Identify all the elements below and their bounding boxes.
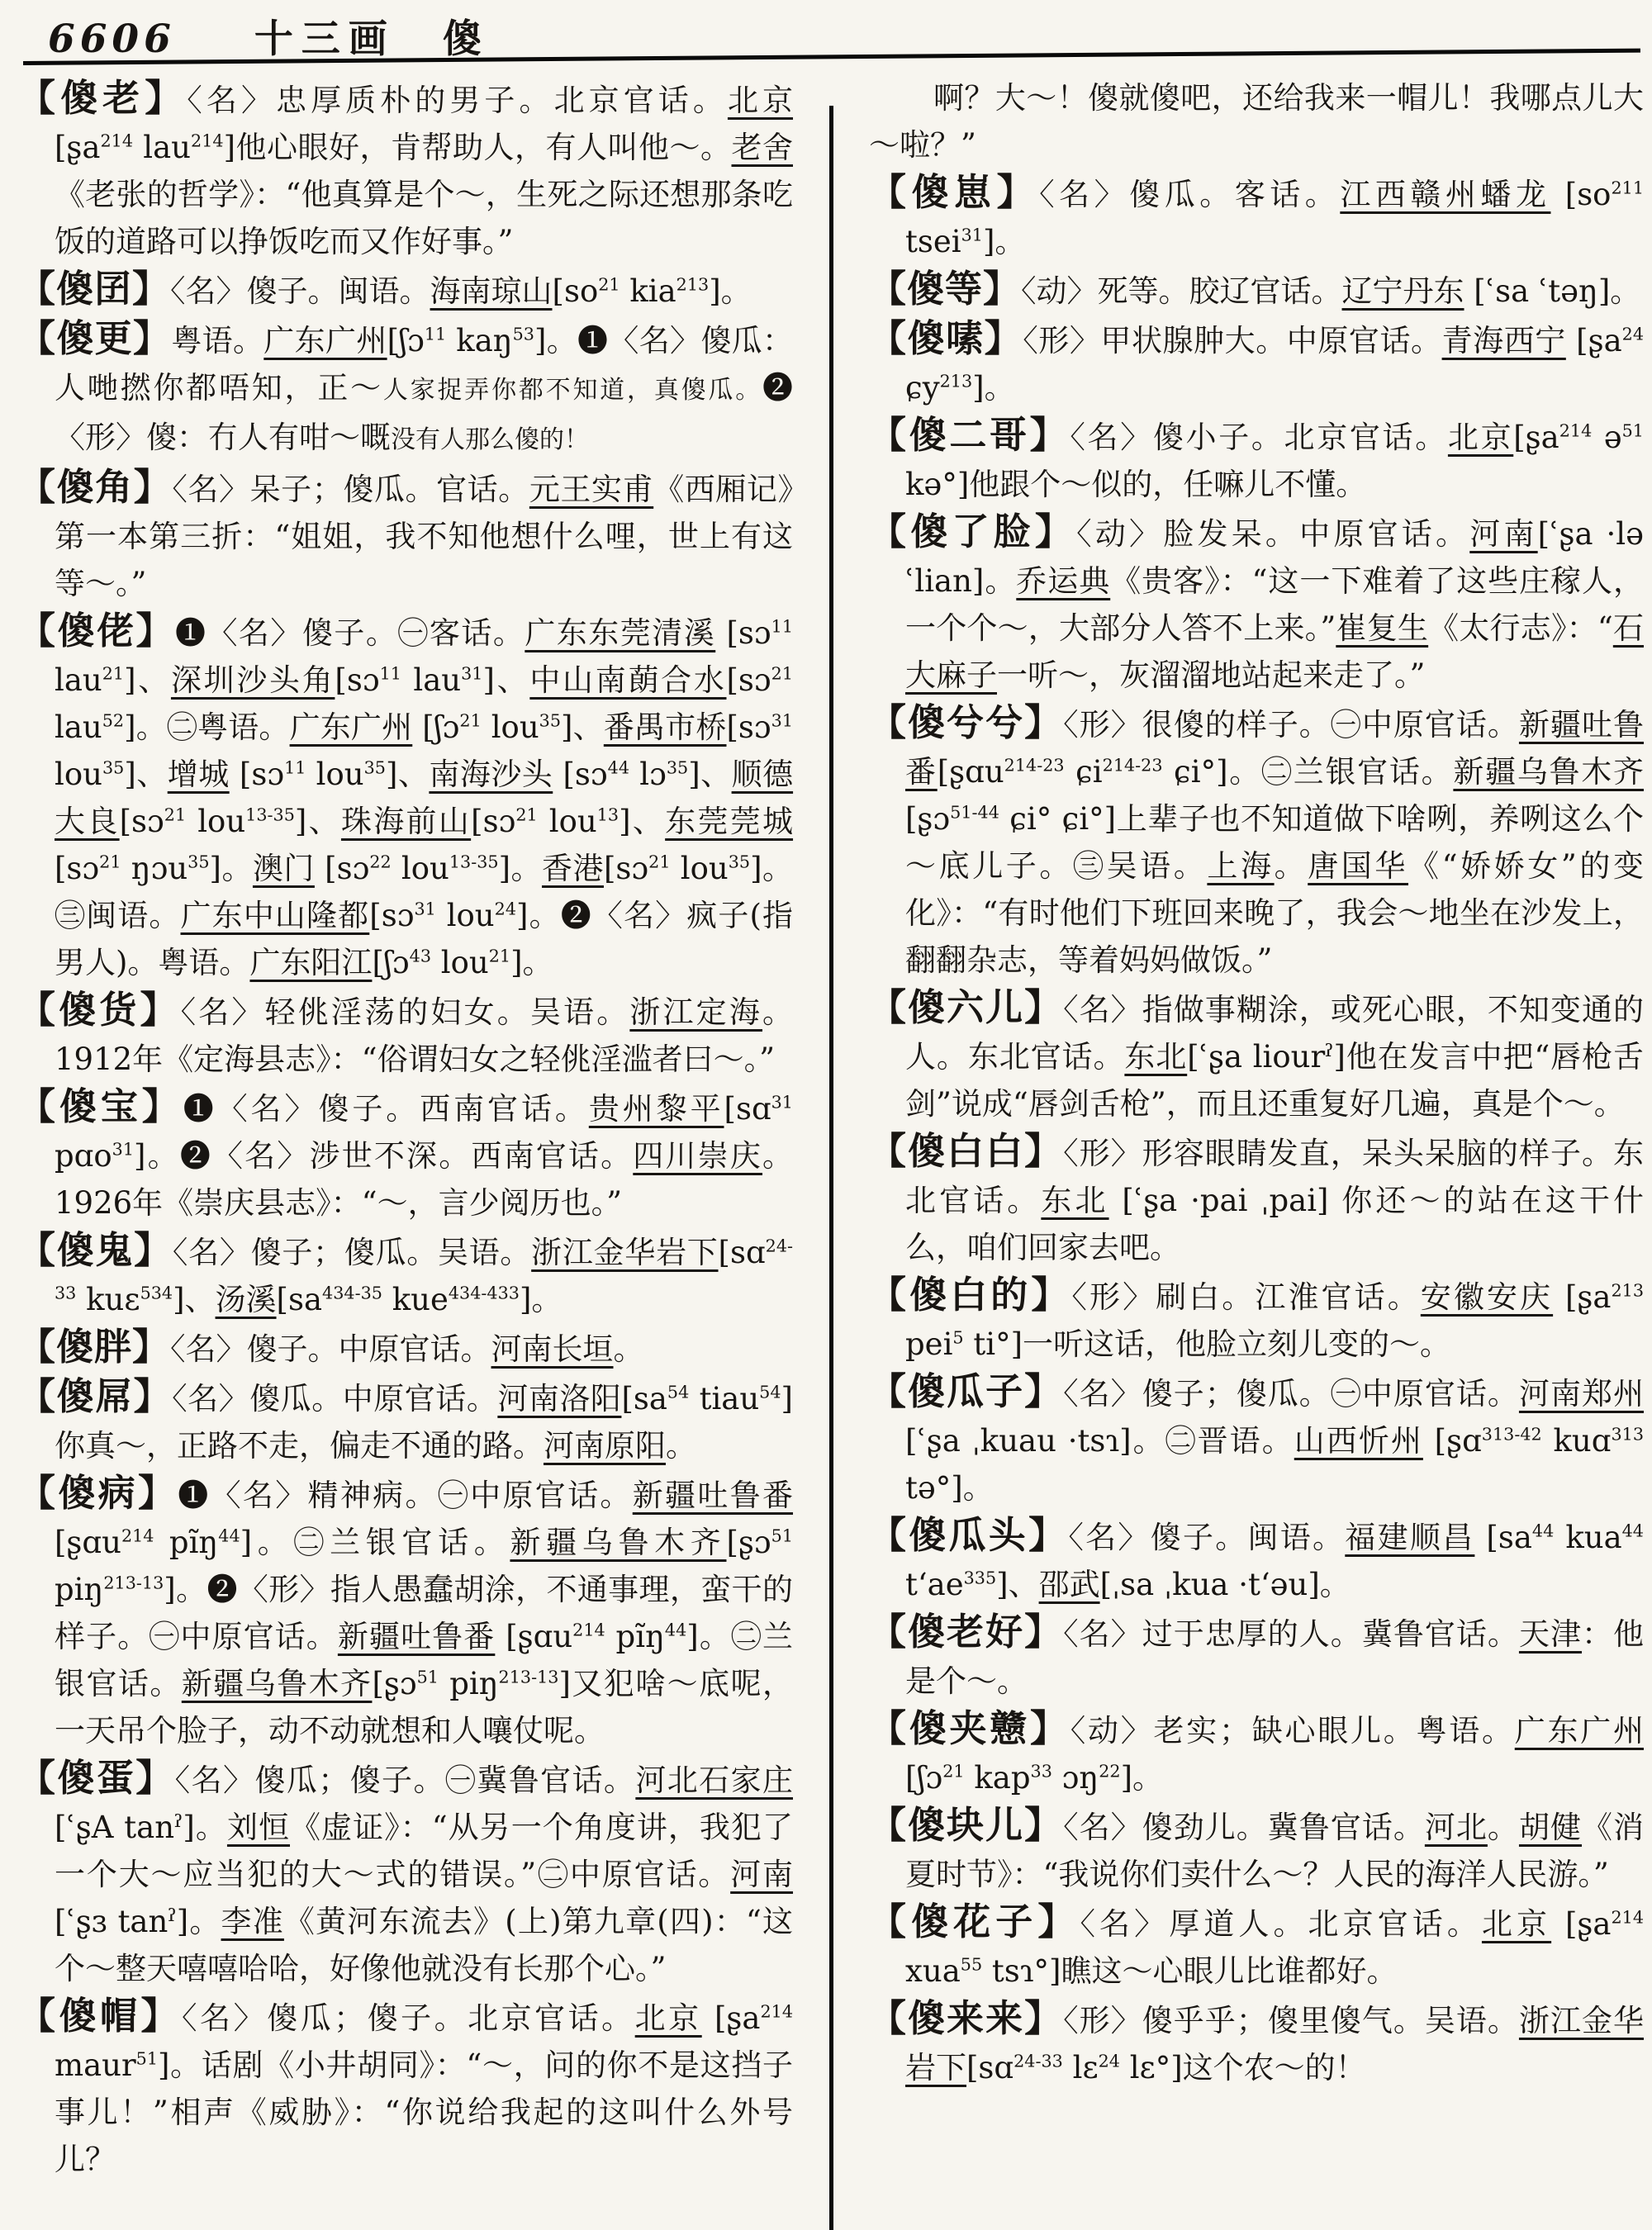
- tone-superscript: 21: [771, 663, 794, 684]
- tone-superscript: 22: [369, 852, 392, 872]
- proper-noun-underline: 四川崇庆: [633, 1138, 763, 1174]
- headword: 【傻病】: [18, 1471, 178, 1515]
- tone-superscript: 214-23: [1102, 755, 1163, 776]
- tone-superscript: 214: [760, 2001, 794, 2022]
- headword: 【傻屌】: [18, 1374, 173, 1418]
- headword: 【傻崽】: [869, 170, 1040, 214]
- dictionary-entry-傻六儿: 【傻六儿】〈名〉指做事糊涂，或死心眼，不知变通的人。东北官话。东北[ʿʂa liourˀ]他在发言中把“唇枪舌剑”说成“唇剑舌枪”，而且还重复好几遍，真是个～。: [869, 985, 1645, 1122]
- tone-superscript: 214: [191, 130, 224, 151]
- proper-noun-underline: 辽宁丹东: [1341, 273, 1464, 309]
- dictionary-entry-傻花子: 【傻花子】〈名〉厚道人。北京官话。北京 [ʂa$^{214}$ xua$^{55}$ tsɿ°]瞧这～心眼儿比谁都好。: [869, 1900, 1644, 1989]
- headword: 【傻更】: [18, 316, 172, 360]
- tone-superscript: 35: [539, 710, 562, 731]
- tone-superscript: 44: [1531, 1521, 1555, 1541]
- tone-superscript: 35: [728, 852, 751, 872]
- dictionary-entry-傻块儿: 【傻块儿】〈名〉傻劲儿。冀鲁官话。河北。胡健《消夏时节》：“我说你们卖什么～？人民的海洋人民游。”: [869, 1803, 1645, 1892]
- tone-superscript: 44: [607, 757, 630, 778]
- dictionary-entry-傻白的: 【傻白的】〈形〉刷白。江淮官话。安徽安庆 [ʂa$^{213}$ pei$^5$ ti°]一听这话，他脸立刻儿变的～。: [869, 1273, 1644, 1362]
- tone-superscript: 21: [102, 663, 125, 684]
- tone-superscript: 21: [515, 804, 538, 825]
- tone-superscript: 55: [960, 1954, 983, 1975]
- tone-superscript: 21: [488, 946, 511, 966]
- tone-superscript: 51: [1621, 420, 1644, 441]
- page-number: 6606: [48, 17, 176, 62]
- proper-noun-underline: 澳门: [252, 851, 315, 886]
- tone-superscript: 31: [961, 225, 983, 245]
- proper-noun-underline: 新疆吐鲁番: [337, 1619, 496, 1654]
- proper-noun-underline: 汤溪: [215, 1282, 277, 1317]
- tone-superscript: 313-42: [1481, 1424, 1542, 1445]
- tone-superscript: 11: [771, 616, 794, 637]
- proper-noun-underline: 广东广州: [1514, 1713, 1644, 1748]
- dictionary-entry-傻蛋: 【傻蛋】〈名〉傻瓜；傻子。㊀冀鲁官话。河北石家庄[ʿʂA tanˀ]。刘恒《虚证》：“从另一个角度讲，我犯了一个大～应当犯的大～式的错误。”㊁中原官话。河南[ʿʂɜ tanˀ]。李准《黄河东流去》(上)第九章(四)：“这个～整天嘻嘻哈哈，好像他就没有长那个心。”: [18, 1756, 794, 1986]
- proper-noun-underline: 南海沙头: [429, 757, 553, 792]
- proper-noun-underline: 东北: [1041, 1183, 1109, 1218]
- tone-superscript: 35: [666, 757, 689, 778]
- tone-superscript: 24: [1621, 324, 1645, 344]
- tone-superscript: 33: [1030, 1761, 1052, 1782]
- tone-superscript: 213: [676, 274, 710, 295]
- proper-noun-underline: 贵州黎平: [588, 1091, 724, 1127]
- proper-noun-underline: 河南长垣: [491, 1331, 614, 1367]
- tone-superscript: 21: [164, 804, 187, 825]
- proper-noun-underline: 乔运典: [1016, 563, 1111, 599]
- proper-noun-underline: 河北: [1424, 1810, 1488, 1845]
- tone-superscript: 53: [512, 324, 534, 344]
- tone-superscript: 31: [461, 663, 483, 684]
- proper-noun-underline: 山西忻州: [1294, 1423, 1423, 1459]
- proper-noun-underline: 广东东莞清溪: [525, 615, 716, 651]
- headword: 【傻了脸】: [869, 510, 1077, 553]
- proper-noun-underline: 李准: [221, 1904, 284, 1939]
- proper-noun-underline: 广东广州: [289, 709, 413, 745]
- proper-noun-underline: 河南: [730, 1857, 794, 1892]
- tone-superscript: 22: [1099, 1761, 1121, 1782]
- tone-superscript: 335: [963, 1568, 997, 1588]
- dictionary-entry-傻二哥: 【傻二哥】〈名〉傻小子。北京官话。北京[ʂa$^{214}$ ə$^{51}$ kə°]他跟个～似的，任嘛儿不懂。: [869, 413, 1644, 502]
- headword: 【傻块儿】: [869, 1803, 1064, 1847]
- headword: 【傻六儿】: [869, 985, 1064, 1029]
- proper-noun-underline: 顺德大良: [55, 757, 794, 839]
- proper-noun-underline: 广东广州: [263, 323, 387, 358]
- proper-noun-underline: 河南郑州: [1518, 1376, 1645, 1412]
- proper-noun-underline: 北京: [634, 2000, 702, 2036]
- tone-superscript: 21: [459, 710, 482, 731]
- proper-noun-underline: 新疆乌鲁木齐: [510, 1525, 727, 1560]
- headword: 【傻货】: [18, 988, 181, 1032]
- tone-superscript: 43: [409, 946, 432, 966]
- headword: 【傻老】: [18, 76, 188, 120]
- headword: 【傻白白】: [869, 1129, 1064, 1173]
- dictionary-entry-傻屌: 【傻屌】〈名〉傻瓜。中原官话。河南洛阳[$sa^{54}$ tiau$^{54}$]你真～，正路不走，偏走不通的路。河南原阳。: [18, 1374, 793, 1464]
- tone-superscript: 35: [188, 852, 210, 872]
- proper-noun-underline: 安徽安庆: [1420, 1279, 1554, 1315]
- headword: 【傻白的】: [869, 1273, 1072, 1317]
- entry-continuation: 啊？大～！傻就傻吧，还给我来一帽儿！我哪点儿大～啦？”: [869, 80, 1644, 163]
- left-column: [18, 74, 793, 2183]
- proper-noun-underline: 深圳沙头角: [170, 662, 335, 698]
- headword: 【傻蛋】: [18, 1756, 175, 1800]
- headword: 【傻老好】: [869, 1610, 1064, 1654]
- tone-superscript: 214-23: [1004, 755, 1065, 776]
- tone-superscript: 213-13: [498, 1667, 559, 1687]
- tone-superscript: 13: [596, 804, 620, 825]
- headword: 【傻佬】: [18, 609, 175, 652]
- tone-superscript: 434-433: [448, 1283, 520, 1303]
- tone-superscript: 21: [942, 1761, 965, 1782]
- tone-superscript: 21: [598, 274, 620, 295]
- proper-noun-underline: 珠海前山: [340, 804, 472, 839]
- proper-noun-underline: 新疆吐鲁番: [632, 1478, 794, 1513]
- headword: 【傻瓜子】: [869, 1369, 1064, 1413]
- tone-superscript: 211: [1611, 178, 1644, 198]
- proper-noun-underline: 东莞莞城: [665, 804, 794, 839]
- proper-noun-underline: 香港: [542, 851, 604, 886]
- tone-superscript: 54: [759, 1382, 781, 1402]
- proper-noun-underline: 海南琼山: [430, 273, 553, 309]
- headword: 【傻来来】: [869, 1996, 1064, 2040]
- proper-noun-underline: 石大麻子: [905, 610, 1645, 693]
- tone-superscript: 214: [100, 130, 134, 151]
- tone-superscript: 52: [102, 710, 125, 731]
- headword: 【傻宝】: [18, 1084, 183, 1128]
- dictionary-entry-傻兮兮: 【傻兮兮】〈形〉很傻的样子。㊀中原官话。新疆吐鲁番[ʂɑu$^{214-23}$ ɕi$^{214-23}$ ɕi°]。㊁兰银官话。新疆乌鲁木齐[ʂɔ$^{51-44}$ ɕi° ɕi°]上辈子也不知道做下啥咧，养咧这么个～底儿子。㊂吴语。上海。唐国华《“娇娇女”的变化》：“有时他们下班回来晚了，我会～地坐在沙发上，翻翻杂志，等着妈妈做饭。”: [869, 700, 1645, 978]
- page-header: [48, 8, 490, 64]
- proper-noun-underline: 河南: [1469, 516, 1538, 552]
- proper-noun-underline: 元王实甫: [529, 472, 654, 507]
- dictionary-entry-傻老: 【傻老】〈名〉忠厚质朴的男子。北京官话。北京 [ʂa$^{214}$ lau$^{214}$]他心眼好，肯帮助人，有人叫他～。老舍《老张的哲学》：“他真算是个～，生死之际还想那条吃饭的道路可以挣饭吃而又作好事。”: [18, 76, 794, 259]
- dictionary-entry-傻夹戆: 【傻夹戆】〈动〉老实；缺心眼儿。粤语。广东广州 [ʃɔ$^{21}$ kap$^{33}$ ɔŋ$^{22}$]。: [869, 1706, 1644, 1796]
- tone-superscript: 24-33: [55, 1236, 794, 1303]
- tone-superscript: 44: [1621, 1521, 1644, 1541]
- dictionary-entry-傻帽: 【傻帽】〈名〉傻瓜；傻子。北京官话。北京 [ʂa$^{214}$ maur$^{51}$]。话剧《小井胡同》：“～，问的你不是这挡子事儿！”相声《威胁》：“你说给我起的这叫什么外号儿？: [18, 1994, 794, 2177]
- dictionary-entry-傻更: 【傻更】粤语。广东广州[ʃɔ$^{11}$ kaŋ$^{53}$]。❶〈名〉傻瓜：人哋撚你都唔知，正～人家捉弄你都不知道，真傻瓜。❷〈形〉傻：冇人有咁～嘅没有人那么傻的！: [18, 316, 794, 455]
- proper-noun-underline: 新疆乌鲁木齐: [181, 1666, 373, 1701]
- dictionary-entry-傻白白: 【傻白白】〈形〉形容眼睛发直，呆头呆脑的样子。东北官话。东北 [ʿʂa ·pai ˌpai] 你还～的站在这干什么，咱们回家去吧。: [869, 1129, 1645, 1265]
- tone-superscript: 213: [1611, 1280, 1644, 1301]
- headword: 【傻嗉】: [869, 316, 1023, 360]
- right-column: [869, 74, 1644, 2091]
- proper-noun-underline: 北京: [1447, 420, 1514, 455]
- tone-superscript: 31: [771, 710, 794, 731]
- tone-superscript: 44: [218, 1525, 240, 1546]
- tone-superscript: 213-13: [103, 1573, 164, 1593]
- tone-superscript: 51-44: [950, 802, 999, 823]
- headword: 【傻花子】: [869, 1900, 1080, 1943]
- tone-superscript: 313: [1611, 1424, 1644, 1445]
- proper-noun-underline: 北京: [727, 83, 794, 118]
- headword: 【傻瓜头】: [869, 1513, 1069, 1557]
- tone-superscript: 24: [1098, 2051, 1120, 2071]
- tone-superscript: 21: [648, 852, 671, 872]
- proper-noun-underline: 新疆乌鲁木齐: [1453, 754, 1644, 790]
- tone-superscript: 13-35: [449, 852, 499, 872]
- proper-noun-underline: 唐国华: [1308, 848, 1408, 884]
- tone-superscript: 35: [102, 757, 125, 778]
- tone-superscript: 214: [1611, 1907, 1644, 1928]
- proper-noun-underline: 浙江金华岩下: [905, 2003, 1645, 2085]
- small-gloss: 人家捉弄你都不知道，真傻瓜。: [382, 376, 763, 405]
- tone-superscript: 11: [284, 757, 306, 778]
- headword: 【傻帽】: [18, 1994, 183, 2038]
- tone-superscript: 51: [416, 1667, 439, 1687]
- proper-noun-underline: 老舍: [731, 130, 793, 165]
- dictionary-entry-傻佬: 【傻佬】❶〈名〉傻子。㊀客话。广东东莞清溪 [sɔ$^{11}$ lau$^{21}$]、深圳沙头角[sɔ$^{11}$ lau$^{31}$]、中山南蓢合水[sɔ$^{21}$ lau$^{52}$]。㊁粤语。广东广州 [ʃɔ$^{21}$ lou$^{35}$]、番禺市桥[sɔ$^{31}$ lou$^{35}$]、增城 [sɔ$^{11}$ lou$^{35}$]、南海沙头 [sɔ$^{44}$ lɔ$^{35}$]、顺德大良[sɔ$^{21}$ lou$^{13-35}$]、珠海前山[sɔ$^{21}$ lou$^{13}$]、东莞莞城[sɔ$^{21}$ ŋɔu$^{35}$]。澳门 [sɔ$^{22}$ lou$^{13-35}$]。香港[sɔ$^{21}$ lou$^{35}$]。㊂闽语。广东中山隆都[sɔ$^{31}$ lou$^{24}$]。❷〈名〉疯子(指男人)。粤语。广东阳江[ʃɔ$^{43}$ lou$^{21}$]。: [18, 609, 794, 980]
- tone-superscript: 213: [939, 371, 973, 391]
- dictionary-entry-傻等: 【傻等】〈动〉死等。胶辽官话。辽宁丹东 [ʿsa ʿtəŋ]。: [869, 267, 1641, 311]
- tone-superscript: 13-35: [245, 804, 295, 825]
- tone-superscript: 54: [667, 1382, 690, 1402]
- dictionary-entry-傻老好: 【傻老好】〈名〉过于忠厚的人。冀鲁官话。天津：他是个～。: [869, 1610, 1645, 1699]
- tone-superscript: 214: [1559, 420, 1593, 441]
- tone-superscript: 31: [414, 899, 436, 919]
- dictionary-entry-傻鬼: 【傻鬼】〈名〉傻子；傻瓜。吴语。浙江金华岩下[sɑ$^{24-33}$ kuɛ$^{534}$]、汤溪[$sa^{434-35}$ kue$^{434-433}$]。: [18, 1228, 794, 1317]
- small-gloss: 没有人那么傻的！: [391, 425, 589, 454]
- dictionary-entry-傻囝: 【傻囝】〈名〉傻子。闽语。海南琼山[$so^{21}$ kia$^{213}$]。: [18, 267, 752, 311]
- headword: 【傻夹戆】: [869, 1706, 1070, 1750]
- tone-superscript: 5: [952, 1327, 964, 1348]
- tone-superscript: 21: [99, 852, 121, 872]
- proper-noun-underline: 河南原阳: [544, 1428, 666, 1464]
- headword: 【傻二哥】: [869, 413, 1070, 457]
- proper-noun-underline: 番禺市桥: [603, 709, 727, 745]
- tone-superscript: 51: [771, 1525, 794, 1546]
- tone-superscript: 44: [664, 1620, 687, 1640]
- tone-superscript: 214: [121, 1525, 154, 1546]
- tone-superscript: 35: [363, 757, 386, 778]
- proper-noun-underline: 浙江金华岩下: [531, 1235, 719, 1270]
- proper-noun-underline: 广东中山隆都: [180, 898, 370, 933]
- dictionary-entry-傻胖: 【傻胖】〈名〉傻子。中原官话。河南长垣。: [18, 1325, 644, 1369]
- dictionary-entry-傻角: 【傻角】〈名〉呆子；傻瓜。官话。元王实甫《西厢记》第一本第三折：“姐姐，我不知他想什么哩，世上有这等～。”: [18, 465, 794, 601]
- dictionary-entry-傻嗉: 【傻嗉】〈形〉甲状腺肿大。中原官话。青海西宁 [ʂa$^{24}$ ɕy$^{213}$]。: [869, 316, 1645, 406]
- proper-noun-underline: 福建顺昌: [1345, 1520, 1475, 1555]
- dictionary-entry-傻病: 【傻病】❶〈名〉精神病。㊀中原官话。新疆吐鲁番[ʂɑu$^{214}$ pĩŋ$^{44}$]。㊁兰银官话。新疆乌鲁木齐[ʂɔ$^{51}$ piŋ$^{213-13}$]。❷〈形〉指人愚蠢胡涂，不通事理，蛮干的样子。㊀中原官话。新疆吐鲁番 [ʂɑu$^{214}$ pĩŋ$^{44}$]。㊁兰银官话。新疆乌鲁木齐[ʂɔ$^{51}$ piŋ$^{213-13}$]又犯啥～底呢，一天吊个脸子，动不动就想和人嚷仗呢。: [18, 1471, 794, 1748]
- dictionary-entry-傻来来: 【傻来来】〈形〉傻乎乎；傻里傻气。吴语。浙江金华岩下[sɑ$^{24-33}$ lɛ$^{24}$ lɛ°]这个农～的！: [869, 1996, 1645, 2085]
- dictionary-entry-傻宝: 【傻宝】❶〈名〉傻子。西南官话。贵州黎平[sɑ$^{31}$ pɑo$^{31}$]。❷〈名〉涉世不深。西南官话。四川崇庆。1926年《崇庆县志》：“～，言少阅历也。”: [18, 1084, 794, 1221]
- proper-noun-underline: 河南洛阳: [497, 1381, 622, 1416]
- tone-superscript: 11: [379, 663, 401, 684]
- tone-superscript: 31: [112, 1139, 135, 1160]
- tone-superscript: 24: [494, 899, 517, 919]
- headword: 【傻等】: [869, 267, 1022, 311]
- headword: 【傻角】: [18, 465, 173, 509]
- proper-noun-underline: 天津: [1518, 1616, 1582, 1652]
- tone-superscript: 11: [424, 324, 447, 344]
- tone-superscript: 31: [771, 1092, 793, 1113]
- proper-noun-underline: 江西赣州蟠龙: [1340, 177, 1551, 212]
- tone-superscript: 434-35: [322, 1283, 382, 1303]
- proper-noun-underline: 增城: [167, 757, 230, 792]
- tone-superscript: 24-33: [1014, 2051, 1063, 2071]
- headword: 【傻囝】: [18, 267, 171, 311]
- dictionary-entry-傻货: 【傻货】〈名〉轻佻淫荡的妇女。吴语。浙江定海。1912年《定海县志》：“俗谓妇女之轻佻淫滥者曰～。”: [18, 988, 793, 1077]
- proper-noun-underline: 刘恒: [226, 1810, 291, 1845]
- proper-noun-underline: 邵武: [1038, 1567, 1100, 1602]
- dictionary-entry-傻瓜头: 【傻瓜头】〈名〉傻子。闽语。福建顺昌 [$sa^{44}$ kua$^{44}$ tʻae$^{335}$]、邵武[ˌsa ˌkua ·tʻəu]。: [869, 1513, 1644, 1602]
- tone-superscript: 534: [140, 1283, 173, 1303]
- proper-noun-underline: 东北: [1124, 1039, 1188, 1075]
- headword: 【傻兮兮】: [869, 700, 1064, 744]
- tone-superscript: 51: [135, 2048, 159, 2069]
- proper-noun-underline: 河北石家庄: [635, 1763, 793, 1798]
- headword: 【傻胖】: [18, 1325, 171, 1369]
- column-divider: [829, 106, 833, 2230]
- proper-noun-underline: 北京: [1481, 1906, 1552, 1942]
- proper-noun-underline: 广东阳江: [249, 945, 373, 980]
- dictionary-entry-傻瓜子: 【傻瓜子】〈名〉傻子；傻瓜。㊀中原官话。河南郑州[ʿʂa ˌkuau ·tsɿ]。㊁晋语。山西忻州 [ʂɑ$^{313-42}$ kuɑ$^{313}$ tə°]。: [869, 1369, 1645, 1506]
- headword: 【傻鬼】: [18, 1228, 173, 1272]
- proper-noun-underline: 新疆吐鲁番: [905, 707, 1645, 790]
- proper-noun-underline: 青海西宁: [1441, 323, 1566, 358]
- proper-noun-underline: 胡健: [1518, 1810, 1582, 1845]
- proper-noun-underline: 中山南蓢合水: [529, 662, 727, 698]
- section-title: 十三画 傻: [254, 17, 490, 62]
- dictionary-entry-傻崽: 【傻崽】〈名〉傻瓜。客话。江西赣州蟠龙 [$so^{211}$ tsei$^{31}$]。: [869, 170, 1644, 259]
- tone-superscript: 214: [572, 1620, 605, 1640]
- proper-noun-underline: 上海: [1207, 848, 1275, 884]
- proper-noun-underline: 崔复生: [1336, 610, 1429, 646]
- dictionary-entry-傻了脸: 【傻了脸】〈动〉脸发呆。中原官话。河南[ʿʂa ·lə ʿlian]。乔运典《贵客》：“这一下难着了这些庄稼人，一个个～，大部分人答不上来。”崔复生《太行志》：“石大麻子一听～，灰溜溜地站起来走了。”: [869, 510, 1645, 693]
- proper-noun-underline: 浙江定海: [629, 994, 762, 1030]
